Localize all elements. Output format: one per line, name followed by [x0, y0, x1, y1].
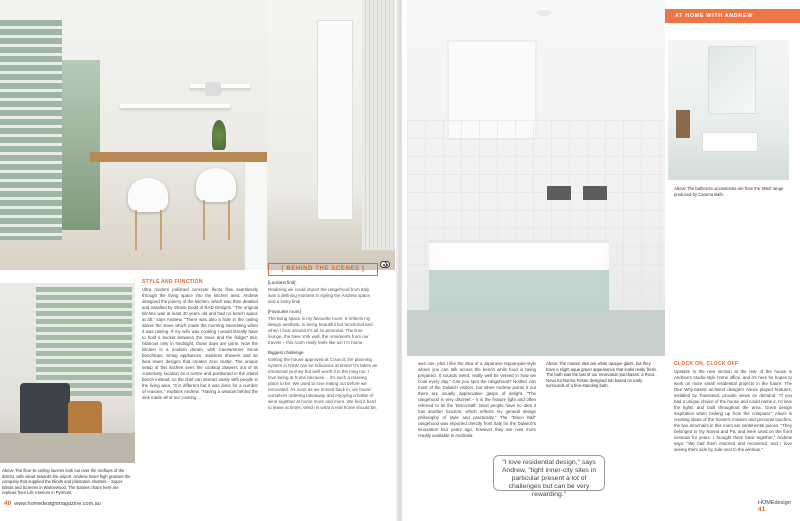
- bts-question: [Luckiest find]: [268, 280, 296, 285]
- clock-on-column: [674, 361, 792, 453]
- basin-caption: Above The bathroom accessories are from the 'Mistl' range produced by Caroma Bath.: [674, 186, 784, 197]
- bts-answer: Getting the house approved at Council; the planning system in NSW can be ridiculous at times! It's taken an emotional journey but well worth it in the long run. I love being at home because… it's such a relaxing place to be. We used to love eating out before we renovated. As soon as we moved back in, we found ourselves ordering takeaway and enjoying a bottle of wine together at home more and more. We find it hard to leave at times, which is what a real home should be.: [268, 357, 378, 410]
- living-room-caption: Above The floor-to-ceiling louvres look out over the rooftops of the district, with views towards the airport. Andrew loves high grasses the company that supplied the blinds and plantation shutters – Super Blinds and Screens in Warriewood. The Eames chairs here are replicas from Life Interiors in Pyrmont.: [2, 468, 131, 496]
- pull-quote: "I love residential design," says Andrew, "tight inner-city sites in particular present a lot of challenges but can be very rewarding.": [493, 455, 605, 491]
- style-and-function-column: [142, 279, 258, 401]
- left-folio: [4, 500, 101, 507]
- right-folio: [758, 500, 800, 513]
- bathroom-caption: Above The mosaic tiles are white opaque glass, but they have a slight aqua green appearance that looks really fresh. The bath was the last of our renovation purchases: a Roca Nova Ko'Norma Foster designed tub based on early surrounds of a free-standing bath.: [546, 361, 658, 389]
- hallway-photo: [267, 0, 395, 270]
- magazine-brand: HOMEdesign: [758, 500, 791, 506]
- clock-heading: CLOCK ON, CLOCK OFF: [674, 361, 739, 367]
- bts-answer: Realising we could import the rangehood from Italy was a defining moment in styling the Andrew space, and a lucky find!: [268, 287, 372, 304]
- kitchen-study-photo: [0, 0, 267, 270]
- right-page: [402, 0, 800, 521]
- bts-answer: The living space is my favourite room. It reflects my design aesthetic in being beautiful but functional and when I look around it's all so personal. The lime lounge, the New York wall, the ornaments from our travels – this room really feels like us! I'm home.: [268, 316, 373, 345]
- bathroom-photo: [407, 0, 665, 356]
- behind-the-scenes-box: [268, 263, 378, 415]
- basin-photo: [668, 40, 789, 180]
- page-number: 40: [4, 500, 12, 507]
- style-heading: STYLE AND FUNCTION: [142, 279, 203, 285]
- style-body: Ultra modern polished concrete floors flow seamlessly through the living space into the kitchen area. Andrew designed the joinery of the kitchen, which was then detailed and installed by Shane Dodd of RAD Designs. "The original kitchen was at least 40 years old and had no bench space at all," says Andrew. "There was also a hole in the ceiling above the stove which made the morning interesting when it was raining. If my wife was cooking I would literally have to hold a bucket between the stove and the fridge!" But, hilarious only in hindsight, those days are gone. Now the kitchen is a modern dream, with Caesarstone Snow benchtops, Smeg appliances, stainless drawers and an Ikea tower designs that creates zero clutter. The unique setup of this kitchen sees the cooktop drawers out of its customary location as a centre and positioned in the island bench instead, so the chef can interact easily with people in the living area. "It is different but it was done for a number of reasons," explains Andrew. "Having a window behind the sink made all of our cooking ...: [142, 287, 258, 400]
- registration-mark-icon: [380, 261, 387, 268]
- left-page: [0, 0, 398, 521]
- living-room-photo: [0, 283, 135, 463]
- section-tag: AT HOME WITH ANDREW: [664, 9, 800, 23]
- bts-question: [Favourite room]: [268, 309, 301, 314]
- bts-question: Biggest challenge: [268, 350, 304, 355]
- page-number: 41: [758, 506, 766, 513]
- magazine-url: www.homedesignmagazine.com.au: [14, 501, 101, 507]
- clock-body: Upstairs in the new section at the rear of the house is Andrew's studio-style home office, and it's here he hopes to work on more small residential projects in the future. The Dee Why-based architect designer Alexis played features, installed by Townsend, provide views on demand. "If you had a unique choice of the house and could name it, I'd love the lights and built throughout the area. Great design inspiration when looking up from the computer." Alexis is creating ideas of the house's modern and personal touches, the two armchairs in this room are sentimental pieces. "They belonged to my Nonna and Pa, and were used on the front veranda for years. I brought them back together," Andrew says. "We had them restored and recovered, and I love seeing them side by side next to the window.": [674, 369, 792, 452]
- behind-the-scenes-title: [ BEHIND THE SCENES ]: [268, 263, 378, 276]
- middle-text-column: was one, plus I like the idea of a Japanese teppanyaki-style where you can talk across the bench while food is being prepared. It sounds weird, really well be versed in how we cook every day." Can you spot the rangehood? Neither can most of the Dulwich visitors, but when Andrew points it out there are usually appreciative gasps of delight. "The rangehood is very discreet – it is the feature light and often referred to as the 'Disco-ball'. Most people have no idea it has another function, which reflects my general design philosophy of style and practicality." The "Disco Ball" rangehood was imported directly from Italy for the Dulwich's innovation four years ago, however they are now more readily available in Australia.: [418, 361, 536, 438]
